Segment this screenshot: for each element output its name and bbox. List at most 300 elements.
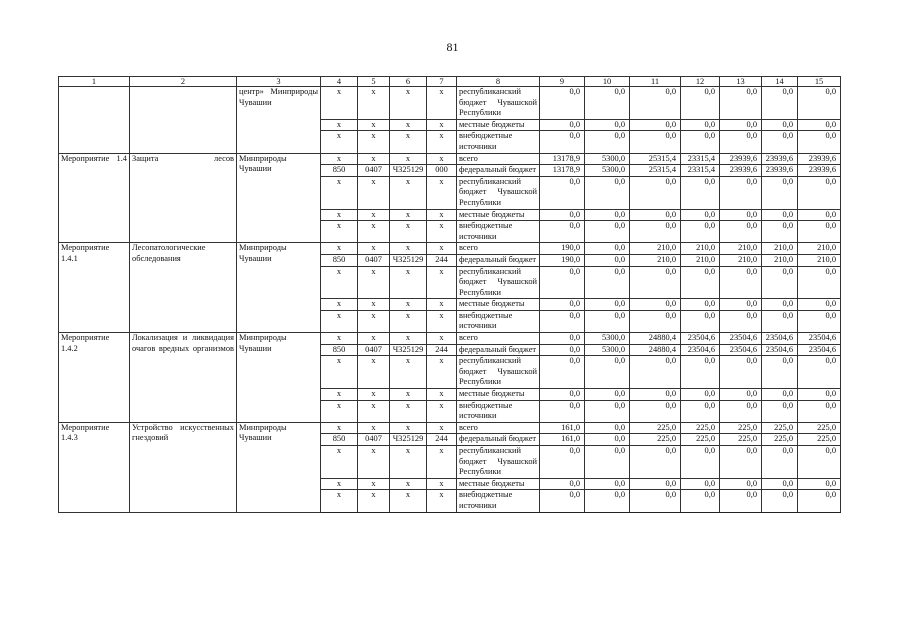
kbk-type-cell: х	[427, 209, 457, 221]
amount-cell: 0,0	[681, 119, 720, 131]
amount-cell: 161,0	[540, 434, 585, 446]
amount-cell: 210,0	[720, 243, 762, 255]
amount-cell: 0,0	[762, 131, 798, 153]
amount-cell: 0,0	[540, 400, 585, 422]
amount-cell: 0,0	[540, 209, 585, 221]
amount-cell: 23504,6	[798, 333, 841, 345]
kbk-section-cell: х	[358, 243, 390, 255]
amount-cell: 225,0	[720, 434, 762, 446]
activity-name-cell: Локализация и ликвидация очагов вредных организмов	[130, 333, 237, 423]
activity-code-cell: Мероприятие 1.4	[59, 153, 130, 243]
funding-source-cell: внебюджетные источники	[457, 400, 540, 422]
amount-cell: 0,0	[540, 221, 585, 243]
table-row	[59, 333, 841, 345]
kbk-target-cell: х	[390, 400, 427, 422]
kbk-section-cell: х	[358, 389, 390, 401]
responsible-cell: Минприроды Чувашии	[237, 153, 321, 243]
amount-cell: 225,0	[681, 422, 720, 434]
amount-cell: 23504,6	[798, 344, 841, 356]
amount-cell: 210,0	[630, 243, 681, 255]
column-header: 4	[321, 77, 358, 87]
amount-cell: 225,0	[762, 422, 798, 434]
amount-cell: 0,0	[798, 87, 841, 120]
kbk-target-cell: х	[390, 490, 427, 512]
kbk-admin-cell: 850	[321, 165, 358, 177]
amount-cell: 0,0	[720, 478, 762, 490]
column-header: 7	[427, 77, 457, 87]
amount-cell: 0,0	[585, 446, 630, 479]
amount-cell: 0,0	[585, 119, 630, 131]
amount-cell: 0,0	[540, 299, 585, 311]
kbk-section-cell: х	[358, 153, 390, 165]
kbk-admin-cell: х	[321, 87, 358, 120]
amount-cell: 0,0	[630, 209, 681, 221]
amount-cell: 0,0	[720, 119, 762, 131]
kbk-admin-cell: х	[321, 266, 358, 299]
column-header: 8	[457, 77, 540, 87]
amount-cell: 0,0	[585, 266, 630, 299]
amount-cell: 225,0	[630, 422, 681, 434]
kbk-admin-cell: х	[321, 478, 358, 490]
activity-code-cell: Мероприятие 1.4.1	[59, 243, 130, 333]
amount-cell: 225,0	[762, 434, 798, 446]
kbk-admin-cell: х	[321, 310, 358, 332]
amount-cell: 0,0	[798, 490, 841, 512]
amount-cell: 23504,6	[720, 333, 762, 345]
amount-cell: 0,0	[681, 356, 720, 389]
kbk-section-cell: х	[358, 478, 390, 490]
column-header: 12	[681, 77, 720, 87]
amount-cell: 0,0	[630, 356, 681, 389]
amount-cell: 210,0	[720, 254, 762, 266]
amount-cell: 0,0	[720, 209, 762, 221]
table-row	[59, 243, 841, 255]
amount-cell: 161,0	[540, 422, 585, 434]
amount-cell: 0,0	[762, 310, 798, 332]
kbk-target-cell: х	[390, 389, 427, 401]
amount-cell: 5300,0	[585, 333, 630, 345]
amount-cell: 0,0	[762, 266, 798, 299]
funding-source-cell: республиканский бюджет Чувашской Республики	[457, 446, 540, 479]
table-row	[59, 87, 841, 120]
budget-table	[58, 76, 841, 513]
kbk-target-cell: Ч325129	[390, 165, 427, 177]
kbk-section-cell: х	[358, 446, 390, 479]
activity-name-cell: Устройство искусственных гнездовий	[130, 422, 237, 512]
kbk-target-cell: Ч325129	[390, 344, 427, 356]
amount-cell: 23504,6	[720, 344, 762, 356]
activity-name-cell: Защита лесов	[130, 153, 237, 243]
amount-cell: 210,0	[681, 243, 720, 255]
amount-cell: 0,0	[762, 176, 798, 209]
amount-cell: 0,0	[798, 356, 841, 389]
funding-source-cell: местные бюджеты	[457, 478, 540, 490]
amount-cell: 25315,4	[630, 153, 681, 165]
amount-cell: 0,0	[720, 299, 762, 311]
amount-cell: 0,0	[720, 266, 762, 299]
amount-cell: 5300,0	[585, 344, 630, 356]
kbk-target-cell: х	[390, 221, 427, 243]
kbk-target-cell: х	[390, 131, 427, 153]
kbk-section-cell: х	[358, 131, 390, 153]
kbk-target-cell: х	[390, 119, 427, 131]
kbk-section-cell: 0407	[358, 165, 390, 177]
page-number: 81	[446, 40, 459, 54]
activity-code-cell	[59, 87, 130, 154]
funding-source-cell: местные бюджеты	[457, 119, 540, 131]
funding-source-cell: местные бюджеты	[457, 389, 540, 401]
kbk-section-cell: х	[358, 400, 390, 422]
kbk-admin-cell: х	[321, 490, 358, 512]
amount-cell: 190,0	[540, 243, 585, 255]
amount-cell: 0,0	[585, 254, 630, 266]
kbk-type-cell: х	[427, 87, 457, 120]
kbk-target-cell: х	[390, 478, 427, 490]
amount-cell: 23939,6	[762, 165, 798, 177]
amount-cell: 0,0	[762, 478, 798, 490]
funding-source-cell: республиканский бюджет Чувашской Республики	[457, 266, 540, 299]
amount-cell: 0,0	[585, 422, 630, 434]
amount-cell: 0,0	[540, 310, 585, 332]
amount-cell: 0,0	[681, 310, 720, 332]
amount-cell: 0,0	[681, 176, 720, 209]
kbk-target-cell: х	[390, 87, 427, 120]
funding-source-cell: республиканский бюджет Чувашской Республики	[457, 356, 540, 389]
amount-cell: 0,0	[762, 356, 798, 389]
kbk-target-cell: х	[390, 356, 427, 389]
funding-source-cell: внебюджетные источники	[457, 131, 540, 153]
kbk-target-cell: х	[390, 153, 427, 165]
amount-cell: 0,0	[540, 344, 585, 356]
responsible-cell: Минприроды Чувашии	[237, 333, 321, 423]
amount-cell: 0,0	[798, 131, 841, 153]
amount-cell: 0,0	[720, 176, 762, 209]
amount-cell: 0,0	[630, 310, 681, 332]
amount-cell: 0,0	[585, 299, 630, 311]
funding-source-cell: республиканский бюджет Чувашской Республики	[457, 87, 540, 120]
amount-cell: 0,0	[681, 209, 720, 221]
column-header: 13	[720, 77, 762, 87]
kbk-type-cell: х	[427, 400, 457, 422]
amount-cell: 0,0	[585, 87, 630, 120]
kbk-target-cell: х	[390, 446, 427, 479]
amount-cell: 0,0	[762, 446, 798, 479]
kbk-type-cell: х	[427, 243, 457, 255]
amount-cell: 225,0	[798, 434, 841, 446]
amount-cell: 23504,6	[762, 344, 798, 356]
amount-cell: 0,0	[585, 478, 630, 490]
kbk-admin-cell: х	[321, 446, 358, 479]
amount-cell: 0,0	[798, 400, 841, 422]
amount-cell: 0,0	[762, 400, 798, 422]
kbk-section-cell: х	[358, 356, 390, 389]
amount-cell: 0,0	[540, 389, 585, 401]
kbk-admin-cell: х	[321, 389, 358, 401]
amount-cell: 0,0	[681, 400, 720, 422]
kbk-type-cell: х	[427, 153, 457, 165]
amount-cell: 0,0	[762, 490, 798, 512]
amount-cell: 0,0	[540, 333, 585, 345]
funding-source-cell: всего	[457, 333, 540, 345]
header-row	[59, 77, 841, 87]
kbk-target-cell: х	[390, 422, 427, 434]
kbk-type-cell: х	[427, 478, 457, 490]
amount-cell: 0,0	[630, 490, 681, 512]
amount-cell: 0,0	[681, 478, 720, 490]
kbk-type-cell: х	[427, 119, 457, 131]
kbk-admin-cell: х	[321, 243, 358, 255]
kbk-admin-cell: х	[321, 221, 358, 243]
amount-cell: 0,0	[762, 299, 798, 311]
column-header: 2	[130, 77, 237, 87]
kbk-type-cell: х	[427, 356, 457, 389]
funding-source-cell: всего	[457, 153, 540, 165]
amount-cell: 23504,6	[681, 333, 720, 345]
amount-cell: 0,0	[720, 389, 762, 401]
amount-cell: 23939,6	[720, 165, 762, 177]
kbk-admin-cell: х	[321, 400, 358, 422]
amount-cell: 0,0	[798, 299, 841, 311]
amount-cell: 0,0	[630, 119, 681, 131]
column-header: 15	[798, 77, 841, 87]
kbk-section-cell: х	[358, 333, 390, 345]
amount-cell: 0,0	[540, 356, 585, 389]
amount-cell: 0,0	[585, 400, 630, 422]
amount-cell: 23504,6	[762, 333, 798, 345]
amount-cell: 24880,4	[630, 333, 681, 345]
amount-cell: 0,0	[681, 221, 720, 243]
kbk-section-cell: х	[358, 119, 390, 131]
amount-cell: 190,0	[540, 254, 585, 266]
kbk-type-cell: х	[427, 131, 457, 153]
amount-cell: 23315,4	[681, 153, 720, 165]
amount-cell: 225,0	[798, 422, 841, 434]
amount-cell: 0,0	[798, 478, 841, 490]
amount-cell: 0,0	[540, 131, 585, 153]
amount-cell: 0,0	[630, 176, 681, 209]
amount-cell: 0,0	[720, 310, 762, 332]
amount-cell: 0,0	[798, 389, 841, 401]
amount-cell: 13178,9	[540, 165, 585, 177]
amount-cell: 0,0	[540, 490, 585, 512]
amount-cell: 0,0	[681, 389, 720, 401]
kbk-admin-cell: х	[321, 422, 358, 434]
kbk-admin-cell: х	[321, 356, 358, 389]
kbk-section-cell: х	[358, 422, 390, 434]
amount-cell: 210,0	[762, 243, 798, 255]
kbk-target-cell: Ч325129	[390, 254, 427, 266]
amount-cell: 210,0	[762, 254, 798, 266]
amount-cell: 210,0	[798, 243, 841, 255]
kbk-admin-cell: х	[321, 209, 358, 221]
kbk-admin-cell: 850	[321, 254, 358, 266]
amount-cell: 0,0	[762, 87, 798, 120]
kbk-section-cell: х	[358, 310, 390, 332]
amount-cell: 225,0	[720, 422, 762, 434]
kbk-target-cell: х	[390, 310, 427, 332]
amount-cell: 0,0	[798, 310, 841, 332]
funding-source-cell: внебюджетные источники	[457, 221, 540, 243]
funding-source-cell: федеральный бюджет	[457, 344, 540, 356]
amount-cell: 0,0	[798, 176, 841, 209]
kbk-admin-cell: х	[321, 153, 358, 165]
kbk-type-cell: 000	[427, 165, 457, 177]
kbk-admin-cell: х	[321, 119, 358, 131]
column-header: 5	[358, 77, 390, 87]
amount-cell: 0,0	[720, 356, 762, 389]
amount-cell: 210,0	[630, 254, 681, 266]
amount-cell: 225,0	[681, 434, 720, 446]
amount-cell: 0,0	[540, 478, 585, 490]
amount-cell: 210,0	[681, 254, 720, 266]
kbk-target-cell: х	[390, 266, 427, 299]
amount-cell: 0,0	[681, 299, 720, 311]
amount-cell: 25315,4	[630, 165, 681, 177]
amount-cell: 23939,6	[720, 153, 762, 165]
amount-cell: 0,0	[681, 446, 720, 479]
amount-cell: 0,0	[798, 221, 841, 243]
amount-cell: 0,0	[681, 490, 720, 512]
table-row	[59, 422, 841, 434]
amount-cell: 0,0	[585, 490, 630, 512]
amount-cell: 0,0	[585, 310, 630, 332]
column-header: 11	[630, 77, 681, 87]
amount-cell: 0,0	[762, 209, 798, 221]
funding-source-cell: всего	[457, 422, 540, 434]
amount-cell: 0,0	[585, 176, 630, 209]
amount-cell: 23504,6	[681, 344, 720, 356]
amount-cell: 23315,4	[681, 165, 720, 177]
amount-cell: 23939,6	[762, 153, 798, 165]
kbk-section-cell: 0407	[358, 254, 390, 266]
column-header: 14	[762, 77, 798, 87]
amount-cell: 225,0	[630, 434, 681, 446]
amount-cell: 0,0	[720, 221, 762, 243]
activity-name-cell: Лесопатологические обследования	[130, 243, 237, 333]
column-header: 3	[237, 77, 321, 87]
kbk-section-cell: х	[358, 209, 390, 221]
amount-cell: 0,0	[585, 221, 630, 243]
amount-cell: 0,0	[540, 176, 585, 209]
amount-cell: 0,0	[630, 299, 681, 311]
funding-source-cell: республиканский бюджет Чувашской Республики	[457, 176, 540, 209]
table-row	[59, 153, 841, 165]
amount-cell: 0,0	[630, 446, 681, 479]
amount-cell: 5300,0	[585, 165, 630, 177]
amount-cell: 0,0	[540, 266, 585, 299]
kbk-admin-cell: х	[321, 176, 358, 209]
amount-cell: 0,0	[585, 389, 630, 401]
column-header: 1	[59, 77, 130, 87]
activity-code-cell: Мероприятие 1.4.2	[59, 333, 130, 423]
kbk-admin-cell: 850	[321, 434, 358, 446]
amount-cell: 0,0	[630, 389, 681, 401]
kbk-target-cell: х	[390, 299, 427, 311]
responsible-cell: Минприроды Чувашии	[237, 243, 321, 333]
amount-cell: 5300,0	[585, 153, 630, 165]
column-header: 10	[585, 77, 630, 87]
amount-cell: 0,0	[798, 446, 841, 479]
kbk-type-cell: 244	[427, 434, 457, 446]
kbk-section-cell: х	[358, 490, 390, 512]
amount-cell: 0,0	[630, 266, 681, 299]
amount-cell: 0,0	[798, 209, 841, 221]
amount-cell: 0,0	[630, 131, 681, 153]
amount-cell: 0,0	[540, 119, 585, 131]
kbk-type-cell: 244	[427, 254, 457, 266]
amount-cell: 0,0	[798, 119, 841, 131]
funding-source-cell: местные бюджеты	[457, 209, 540, 221]
kbk-section-cell: х	[358, 176, 390, 209]
amount-cell: 0,0	[720, 490, 762, 512]
amount-cell: 0,0	[585, 131, 630, 153]
responsible-cell: Минприроды Чувашии	[237, 422, 321, 512]
kbk-admin-cell: х	[321, 333, 358, 345]
kbk-section-cell: х	[358, 299, 390, 311]
kbk-type-cell: х	[427, 446, 457, 479]
table-body	[59, 77, 841, 513]
kbk-target-cell: х	[390, 176, 427, 209]
kbk-type-cell: х	[427, 422, 457, 434]
amount-cell: 0,0	[540, 87, 585, 120]
kbk-type-cell: х	[427, 221, 457, 243]
kbk-target-cell: Ч325129	[390, 434, 427, 446]
amount-cell: 0,0	[762, 389, 798, 401]
kbk-section-cell: х	[358, 87, 390, 120]
kbk-type-cell: х	[427, 490, 457, 512]
funding-source-cell: внебюджетные источники	[457, 490, 540, 512]
kbk-section-cell: х	[358, 221, 390, 243]
kbk-type-cell: х	[427, 389, 457, 401]
amount-cell: 0,0	[540, 446, 585, 479]
funding-source-cell: федеральный бюджет	[457, 165, 540, 177]
kbk-target-cell: х	[390, 243, 427, 255]
amount-cell: 0,0	[681, 87, 720, 120]
funding-source-cell: федеральный бюджет	[457, 254, 540, 266]
column-header: 9	[540, 77, 585, 87]
responsible-cell: центр» Минприроды Чувашии	[237, 87, 321, 154]
funding-source-cell: всего	[457, 243, 540, 255]
amount-cell: 0,0	[585, 243, 630, 255]
amount-cell: 13178,9	[540, 153, 585, 165]
amount-cell: 0,0	[762, 119, 798, 131]
kbk-type-cell: х	[427, 299, 457, 311]
amount-cell: 0,0	[585, 434, 630, 446]
amount-cell: 0,0	[720, 446, 762, 479]
amount-cell: 0,0	[681, 131, 720, 153]
amount-cell: 23939,6	[798, 153, 841, 165]
funding-source-cell: федеральный бюджет	[457, 434, 540, 446]
amount-cell: 0,0	[630, 400, 681, 422]
kbk-type-cell: х	[427, 266, 457, 299]
kbk-section-cell: х	[358, 266, 390, 299]
kbk-type-cell: х	[427, 310, 457, 332]
activity-code-cell: Мероприятие 1.4.3	[59, 422, 130, 512]
amount-cell: 210,0	[798, 254, 841, 266]
funding-source-cell: местные бюджеты	[457, 299, 540, 311]
kbk-admin-cell: х	[321, 131, 358, 153]
amount-cell: 0,0	[720, 87, 762, 120]
amount-cell: 0,0	[681, 266, 720, 299]
amount-cell: 0,0	[798, 266, 841, 299]
amount-cell: 0,0	[630, 478, 681, 490]
kbk-target-cell: х	[390, 333, 427, 345]
amount-cell: 23939,6	[798, 165, 841, 177]
kbk-target-cell: х	[390, 209, 427, 221]
amount-cell: 0,0	[630, 221, 681, 243]
amount-cell: 24880,4	[630, 344, 681, 356]
column-header: 6	[390, 77, 427, 87]
